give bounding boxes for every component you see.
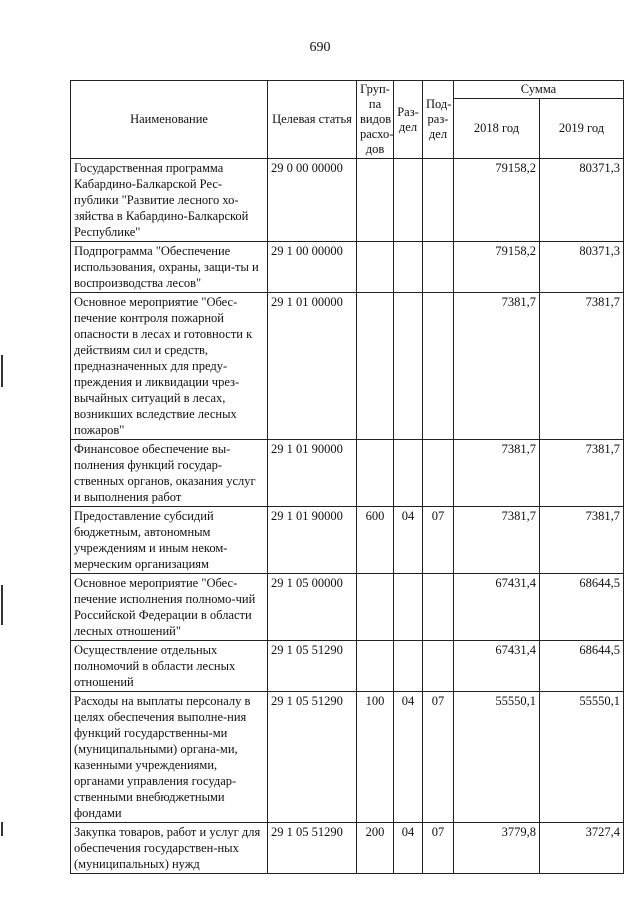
row-section	[394, 574, 423, 641]
row-subsection	[423, 574, 454, 641]
row-sum-2019: 80371,3	[540, 159, 624, 242]
row-subsection	[423, 159, 454, 242]
row-expense-group	[357, 293, 394, 440]
row-section	[394, 159, 423, 242]
budget-table	[70, 80, 624, 874]
row-sum-2018: 7381,7	[454, 440, 540, 507]
row-section: 04	[394, 507, 423, 574]
row-sum-2019: 68644,5	[540, 641, 624, 692]
row-target-code: 29 1 05 00000	[268, 574, 357, 641]
row-sum-2018: 79158,2	[454, 159, 540, 242]
row-section	[394, 242, 423, 293]
row-subsection	[423, 641, 454, 692]
row-subsection: 07	[423, 692, 454, 823]
row-target-code: 29 1 01 90000	[268, 507, 357, 574]
row-expense-group	[357, 242, 394, 293]
row-expense-group: 200	[357, 823, 394, 874]
header-sum: Сумма	[454, 81, 624, 99]
row-sum-2019: 3727,4	[540, 823, 624, 874]
header-year-2018: 2018 год	[454, 99, 540, 159]
row-target-code: 29 1 01 90000	[268, 440, 357, 507]
row-sum-2018: 67431,4	[454, 574, 540, 641]
header-name: Наименование	[71, 81, 268, 159]
row-sum-2018: 55550,1	[454, 692, 540, 823]
row-sum-2019: 55550,1	[540, 692, 624, 823]
row-target-code: 29 1 00 00000	[268, 242, 357, 293]
scan-margin-mark	[1, 585, 3, 625]
row-name: Основное мероприятие "Обес-печение контроля пожарной опасности в лесах и готовности к действиям сил и средств, предназначенных для преду-преждения и ликвидации чрез-вычайных ситуаций в лесах, возникших вследствие лесных пожаров"	[71, 293, 268, 440]
row-expense-group: 100	[357, 692, 394, 823]
row-name: Финансовое обеспечение вы-полнения функций государ-ственных органов, оказания услуг и выполнения работ	[71, 440, 268, 507]
row-section	[394, 641, 423, 692]
table-row	[71, 641, 624, 692]
header-section: Раз-дел	[394, 81, 423, 159]
row-section: 04	[394, 692, 423, 823]
row-section: 04	[394, 823, 423, 874]
row-subsection: 07	[423, 823, 454, 874]
row-name: Закупка товаров, работ и услуг для обеспечения государствен-ных (муниципальных) нужд	[71, 823, 268, 874]
scan-margin-mark	[1, 822, 3, 836]
row-expense-group	[357, 574, 394, 641]
header-expense-group: Груп-па видов расхо-дов	[357, 81, 394, 159]
row-sum-2018: 7381,7	[454, 293, 540, 440]
row-expense-group: 600	[357, 507, 394, 574]
table-row	[71, 242, 624, 293]
row-expense-group	[357, 159, 394, 242]
row-expense-group	[357, 440, 394, 507]
table-row	[71, 293, 624, 440]
row-sum-2018: 79158,2	[454, 242, 540, 293]
row-section	[394, 293, 423, 440]
row-target-code: 29 1 01 00000	[268, 293, 357, 440]
row-expense-group	[357, 641, 394, 692]
table-row	[71, 440, 624, 507]
row-section	[394, 440, 423, 507]
row-name: Осуществление отдельных полномочий в области лесных отношений	[71, 641, 268, 692]
row-sum-2019: 80371,3	[540, 242, 624, 293]
row-sum-2018: 67431,4	[454, 641, 540, 692]
row-sum-2018: 7381,7	[454, 507, 540, 574]
row-sum-2019: 7381,7	[540, 507, 624, 574]
row-name: Подпрограмма "Обеспечение использования, охраны, защи-ты и воспроизводства лесов"	[71, 242, 268, 293]
row-target-code: 29 1 05 51290	[268, 823, 357, 874]
row-name: Основное мероприятие "Обес-печение исполнения полномо-чий Российской Федерации в области лесных отношений"	[71, 574, 268, 641]
scan-margin-mark	[1, 355, 3, 387]
header-year-2019: 2019 год	[540, 99, 624, 159]
header-subsection: Под-раз-дел	[423, 81, 454, 159]
table-row	[71, 507, 624, 574]
row-name: Предоставление субсидий бюджетным, автономным учреждениям и иным неком-мерческим организациям	[71, 507, 268, 574]
header-target-article: Целевая статья	[268, 81, 357, 159]
row-name: Государственная программа Кабардино-Балкарской Рес-публики "Развитие лесного хо-зяйства в Кабардино-Балкарской Республике"	[71, 159, 268, 242]
row-name: Расходы на выплаты персоналу в целях обеспечения выполне-ния функций государственны-ми (муниципальными) органа-ми, казенными учреждениями, органами управления государ-ственными внебюджетными фондами	[71, 692, 268, 823]
row-target-code: 29 0 00 00000	[268, 159, 357, 242]
table-row	[71, 692, 624, 823]
table-row	[71, 823, 624, 874]
row-sum-2019: 7381,7	[540, 293, 624, 440]
row-subsection	[423, 242, 454, 293]
row-sum-2018: 3779,8	[454, 823, 540, 874]
row-subsection	[423, 293, 454, 440]
row-subsection	[423, 440, 454, 507]
row-sum-2019: 7381,7	[540, 440, 624, 507]
table-row	[71, 574, 624, 641]
row-target-code: 29 1 05 51290	[268, 641, 357, 692]
page-number: 690	[309, 40, 331, 55]
row-sum-2019: 68644,5	[540, 574, 624, 641]
row-subsection: 07	[423, 507, 454, 574]
table-row	[71, 159, 624, 242]
row-target-code: 29 1 05 51290	[268, 692, 357, 823]
